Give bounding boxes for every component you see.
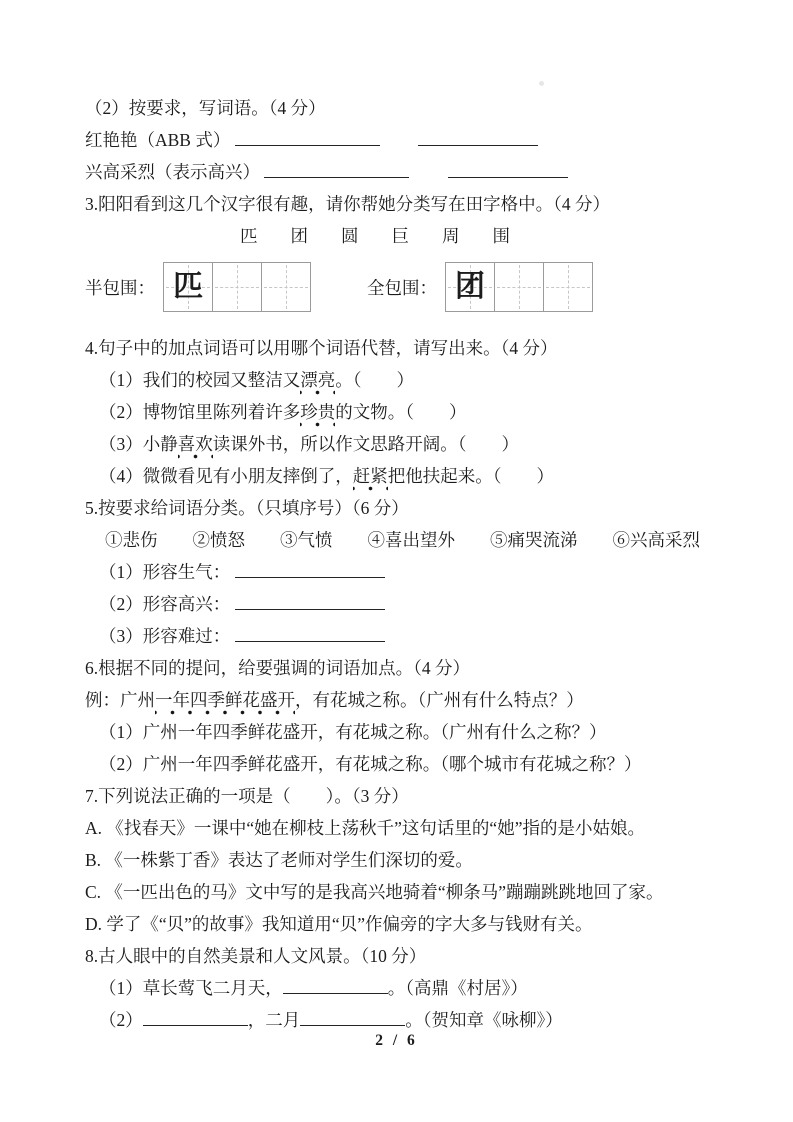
q3-char: 围 [492, 226, 510, 246]
grid-sample-char: 团 [455, 270, 485, 303]
tianzige-cell [164, 263, 213, 311]
q7-option-b: B. 《一株紫丁香》表达了老师对学生们深切的爱。 [85, 850, 473, 870]
q5-item-label: （1）形容生气： [99, 562, 231, 582]
answer-blank [448, 163, 568, 178]
answer-blank [264, 163, 409, 178]
q5-word-bank: ①悲伤 ②愤怒 ③气愤 ④喜出望外 ⑤痛哭流涕 ⑥兴高采烈 [105, 530, 700, 550]
answer-blank [283, 979, 388, 994]
q2-row-happy-label: 兴高采烈（表示高兴） [85, 162, 260, 182]
q5-item-1 [85, 556, 735, 588]
dotted-word: 赶紧 [353, 466, 388, 491]
q7-title: 7.下列说法正确的一项是（ ）。（3 分） [85, 786, 409, 806]
q4-item-1 [85, 364, 735, 396]
q3-char: 周 [442, 226, 460, 246]
tianzige-cell [213, 263, 262, 311]
q2-row-abb-label: 红艳艳（ABB 式） [85, 130, 231, 150]
q5-item-2 [85, 588, 735, 620]
answer-blank [143, 1011, 248, 1026]
answer-blank [300, 1011, 405, 1026]
sentence-pre: 例：广州 [85, 690, 155, 710]
sentence-post: 把他扶起来。（ ） [387, 466, 554, 486]
q6-example [85, 684, 735, 716]
answer-blank [235, 131, 380, 146]
dotted-word: 漂亮 [300, 370, 335, 395]
dotted-word: 喜欢 [178, 434, 213, 459]
answer-blank [235, 563, 385, 578]
dotted-phrase: 一年四季鲜花盛开 [155, 690, 295, 715]
faint-watermark-dot [539, 81, 544, 86]
q2-row-happy [85, 156, 735, 188]
answer-blank [235, 627, 385, 642]
q3-char: 团 [290, 226, 308, 246]
sentence-pre: （1）草长莺飞二月天， [99, 978, 283, 998]
answer-blank [235, 595, 385, 610]
sentence-post: ，有花城之称。（广州有什么特点？） [295, 690, 584, 710]
sentence-post: 的文物。（ ） [335, 402, 467, 422]
grid-label-half: 半包围： [85, 277, 155, 298]
dotted-word: 珍贵 [300, 402, 335, 427]
q8-title: 8.古人眼中的自然美景和人文风景。（10 分） [85, 946, 427, 966]
tianzige-cell [262, 263, 310, 311]
sentence-post: 。（高鼎《村居》） [387, 978, 528, 998]
sentence-mid: ，二月 [247, 1010, 301, 1030]
q3-char: 巨 [391, 226, 409, 246]
tianzige-grid [163, 262, 311, 312]
grid-sample-char: 匹 [173, 270, 203, 303]
sentence-pre: （2） [99, 1010, 143, 1030]
grid-group-half-enclosure [85, 262, 311, 312]
sentence-post: 。（ ） [335, 370, 414, 390]
q6-item-1: （1）广州一年四季鲜花盛开，有花城之称。（广州有什么之称？） [99, 722, 607, 742]
q4-title: 4.句子中的加点词语可以用哪个词语代替，请写出来。（4 分） [85, 338, 558, 358]
q2-title: （2）按要求，写词语。（4 分） [85, 98, 326, 118]
q7-option-d: D. 学了《“贝”的故事》我知道用“贝”作偏旁的字大多与钱财有关。 [85, 914, 593, 934]
q5-item-3 [85, 620, 735, 652]
q4-item-4 [85, 460, 735, 492]
q6-item-2: （2）广州一年四季鲜花盛开，有花城之称。（哪个城市有花城之称？） [99, 754, 642, 774]
tianzige-grid [445, 262, 593, 312]
q2-row-abb [85, 124, 735, 156]
sentence-post: 。（贺知章《咏柳》） [405, 1010, 563, 1030]
q5-item-label: （2）形容高兴： [99, 594, 231, 614]
q3-char: 圆 [341, 226, 359, 246]
q3-character-list [85, 220, 735, 252]
sentence-pre: （2）博物馆里陈列着许多 [99, 402, 301, 422]
sentence-post: 读课外书，所以作文思路开阔。（ ） [212, 434, 519, 454]
q3-char: 匹 [240, 226, 258, 246]
answer-blank [418, 131, 538, 146]
q8-item-1 [85, 972, 735, 1004]
q4-item-2 [85, 396, 735, 428]
q7-option-c: C. 《一匹出色的马》文中写的是我高兴地骑着“柳条马”蹦蹦跳跳地回了家。 [85, 882, 664, 902]
q3-title: 3.阳阳看到这几个汉字很有趣，请你帮她分类写在田字格中。（4 分） [85, 194, 610, 214]
q4-item-3 [85, 428, 735, 460]
grid-label-full: 全包围： [367, 277, 437, 298]
tianzige-cell [495, 263, 544, 311]
sentence-pre: （4）微微看见有小朋友摔倒了， [99, 466, 353, 486]
grid-group-full-enclosure [367, 262, 593, 312]
q7-option-a: A. 《找春天》一课中“她在柳枝上荡秋千”这句话里的“她”指的是小姑娘。 [85, 818, 645, 838]
q5-item-label: （3）形容难过： [99, 626, 231, 646]
sentence-pre: （1）我们的校园又整洁又 [99, 370, 301, 390]
q5-title: 5.按要求给词语分类。（只填序号）（6 分） [85, 498, 409, 518]
sentence-pre: （3）小静 [99, 434, 178, 454]
page-number: 2 / 6 [375, 1032, 418, 1049]
q6-title: 6.根据不同的提问，给要强调的词语加点。（4 分） [85, 658, 470, 678]
q3-grids [85, 262, 735, 312]
tianzige-cell [544, 263, 592, 311]
tianzige-cell [446, 263, 495, 311]
